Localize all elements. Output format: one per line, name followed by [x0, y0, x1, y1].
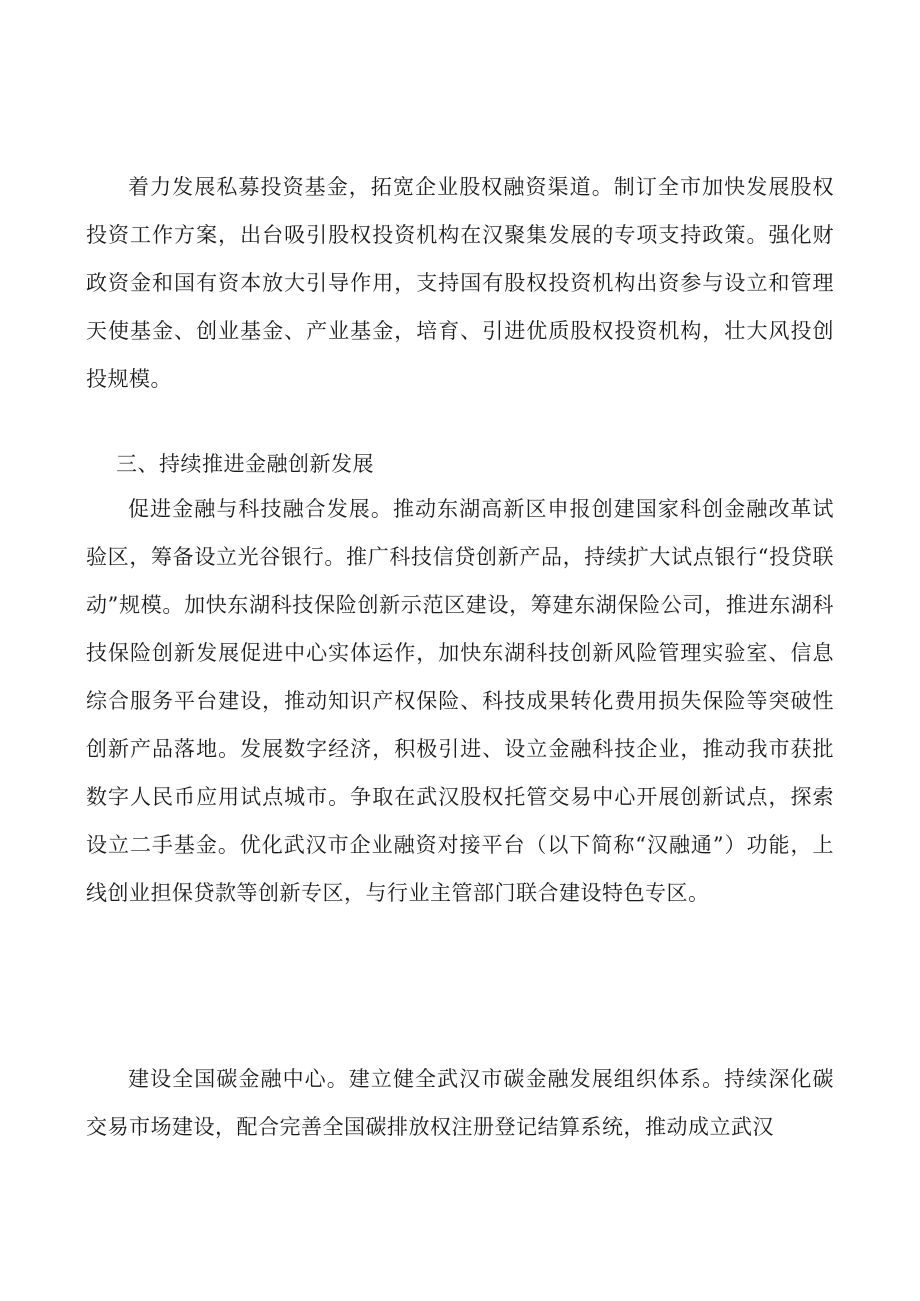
body-paragraph: 促进金融与科技融合发展。推动东湖高新区申报创建国家科创金融改革试验区，筹备设立光谷银行。推广科技信贷创新产品，持续扩大试点银行“投贷联动”规模。加快东湖科技保险创新示范区建设，筹建东湖保险公司，推进东湖科技保险创新发展促进中心实体运作，加快东湖科技创新风险管理实验室、信息综合服务平台建设，推动知识产权保险、科技成果转化费用损失保险等突破性创新产品落地。发展数字经济，积极引进、设立金融科技企业，推动我市获批数字人民币应用试点城市。争取在武汉股权托管交易中心开展创新试点，探索设立二手基金。优化武汉市企业融资对接平台（以下简称“汉融通”）功能，上线创业担保贷款等创新专区，与行业主管部门联合建设特色专区。 — [86, 497, 834, 905]
body-paragraph: 着力发展私募投资基金，拓宽企业股权融资渠道。制订全市加快发展股权投资工作方案，出台吸引股权投资机构在汉聚集发展的专项支持政策。强化财政资金和国有资本放大引导作用，支持国有股权投资机构出资参与设立和管理天使基金、创业基金、产业基金，培育、引进优质股权投资机构，壮大风投创投规模。 — [86, 175, 834, 391]
body-paragraph: 建设全国碳金融中心。建立健全武汉市碳金融发展组织体系。持续深化碳交易市场建设，配合完善全国碳排放权注册登记结算系统，推动成立武汉 — [86, 1067, 834, 1139]
section-heading: 三、持续推进金融创新发展 — [116, 452, 374, 476]
